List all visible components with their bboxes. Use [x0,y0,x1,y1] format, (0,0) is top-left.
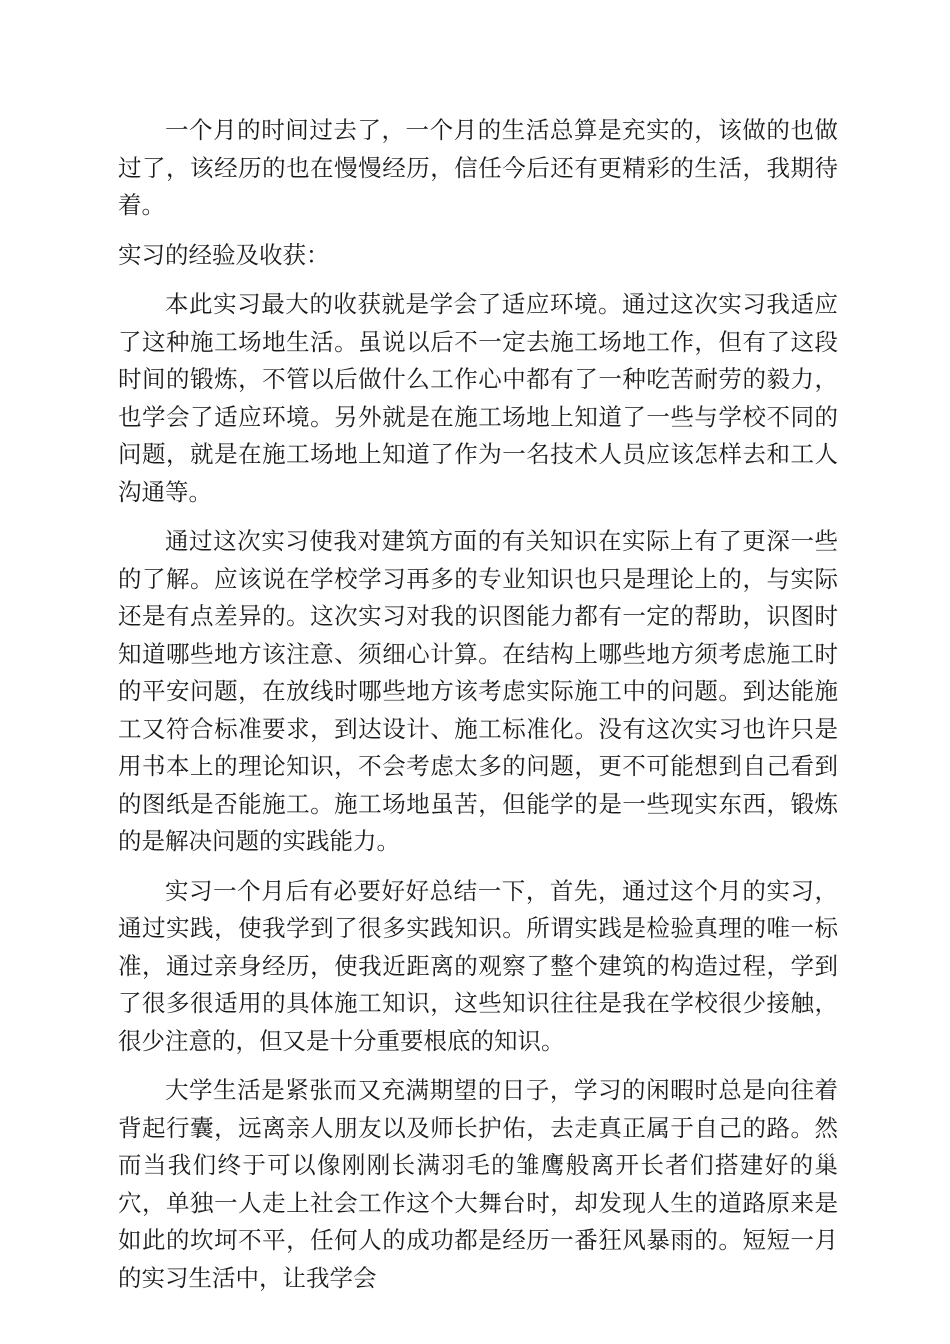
paragraph-construction-knowledge: 通过这次实习使我对建筑方面的有关知识在实际上有了更深一些的了解。应该说在学校学习再多的专业知识也只是理论上的，与实际还是有点差异的。这次实习对我的识图能力都有一定的帮助，识图时知道哪些地方该注意、须细心计算。在结构上哪些地方须考虑施工时的平安问题，在放线时哪些地方该考虑实际施工中的问题。到达能施工又符合标准要求，到达设计、施工标准化。没有这次实习也许只是用书本上的理论知识，不会考虑太多的问题，更不可能想到自己看到的图纸是否能施工。施工场地虽苦，但能学的是一些现实东西，锻炼的是解决问题的实践能力。 [118,527,838,855]
paragraph-summary: 实习一个月后有必要好好总结一下，首先，通过这个月的实习，通过实践，使我学到了很多实践知识。所谓实践是检验真理的唯一标准，通过亲身经历，使我近距离的观察了整个建筑的构造过程，学到了很多很适用的具体施工知识，这些知识往往是我在学校很少接触，很少注意的，但又是十分重要根底的知识。 [118,876,838,1055]
paragraph-conclusion: 一个月的时间过去了，一个月的生活总算是充实的，该做的也做过了，该经历的也在慢慢经历，信任今后还有更精彩的生活，我期待着。 [118,116,838,219]
paragraph-university-life: 大学生活是紧张而又充满期望的日子，学习的闲暇时总是向往着背起行囊，远离亲人朋友以及师长护佑，去走真正属于自己的路。然而当我们终于可以像刚刚长满羽毛的雏鹰般离开长者们搭建好的巢穴，单独一人走上社会工作这个大舞台时，却发现人生的道路原来是如此的坎坷不平，任何人的成功都是经历一番狂风暴雨的。短短一月的实习生活中，让我学会 [118,1076,838,1292]
section-heading: 实习的经验及收获： [118,240,330,269]
document-body [118,112,838,1309]
paragraph-adapt-environment: 本此实习最大的收获就是学会了适应环境。通过这次实习我适应了这种施工场地生活。虽说以后不一定去施工场地工作，但有了这段时间的锻炼，不管以后做什么工作心中都有了一种吃苦耐劳的毅力，也学会了适应环境。另外就是在施工场地上知道了一些与学校不同的问题，就是在施工场地上知道了作为一名技术人员应该怎样去和工人沟通等。 [118,290,838,506]
